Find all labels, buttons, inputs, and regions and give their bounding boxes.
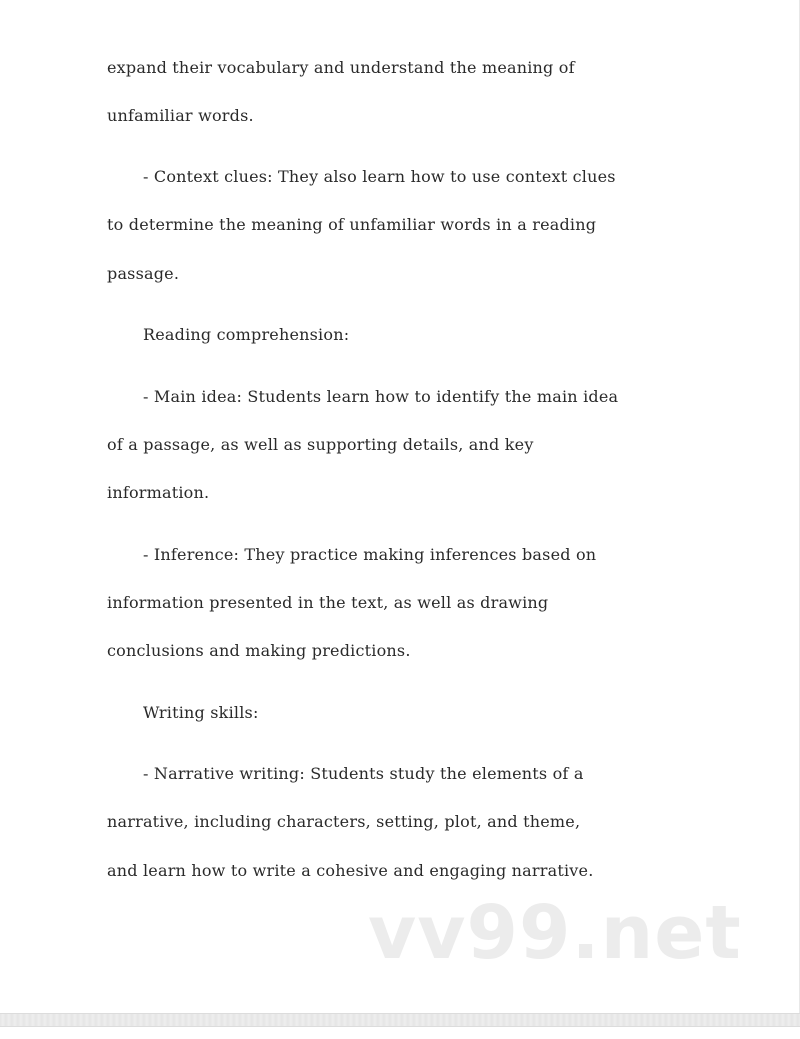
body-text-line: conclusions and making predictions. xyxy=(107,641,411,660)
body-text-line: unfamiliar words. xyxy=(107,106,254,125)
body-text-line: to determine the meaning of unfamiliar words in a reading xyxy=(107,215,597,234)
body-text-line: narrative, including characters, setting, plot, and theme, xyxy=(107,812,581,831)
body-text-line: information presented in the text, as well as drawing xyxy=(107,593,549,612)
bullet-inference: - Inference: They practice making inferences based on xyxy=(143,545,597,564)
section-heading-reading-comprehension: Reading comprehension: xyxy=(143,325,350,344)
bullet-main-idea: - Main idea: Students learn how to identify the main idea xyxy=(143,387,619,406)
body-text-line: and learn how to write a cohesive and engaging narrative. xyxy=(107,861,594,880)
body-text-line: expand their vocabulary and understand the meaning of xyxy=(107,58,575,77)
watermark: vv99.net xyxy=(368,890,742,976)
body-text-line: information. xyxy=(107,483,210,502)
page-separator xyxy=(0,1013,800,1027)
body-text-line: of a passage, as well as supporting details, and key xyxy=(107,435,534,454)
body-text-line: passage. xyxy=(107,264,180,283)
next-page-top xyxy=(0,1027,800,1039)
bullet-context-clues: - Context clues: They also learn how to use context clues xyxy=(143,167,616,186)
bullet-narrative-writing: - Narrative writing: Students study the elements of a xyxy=(143,764,584,783)
section-heading-writing-skills: Writing skills: xyxy=(143,703,259,722)
